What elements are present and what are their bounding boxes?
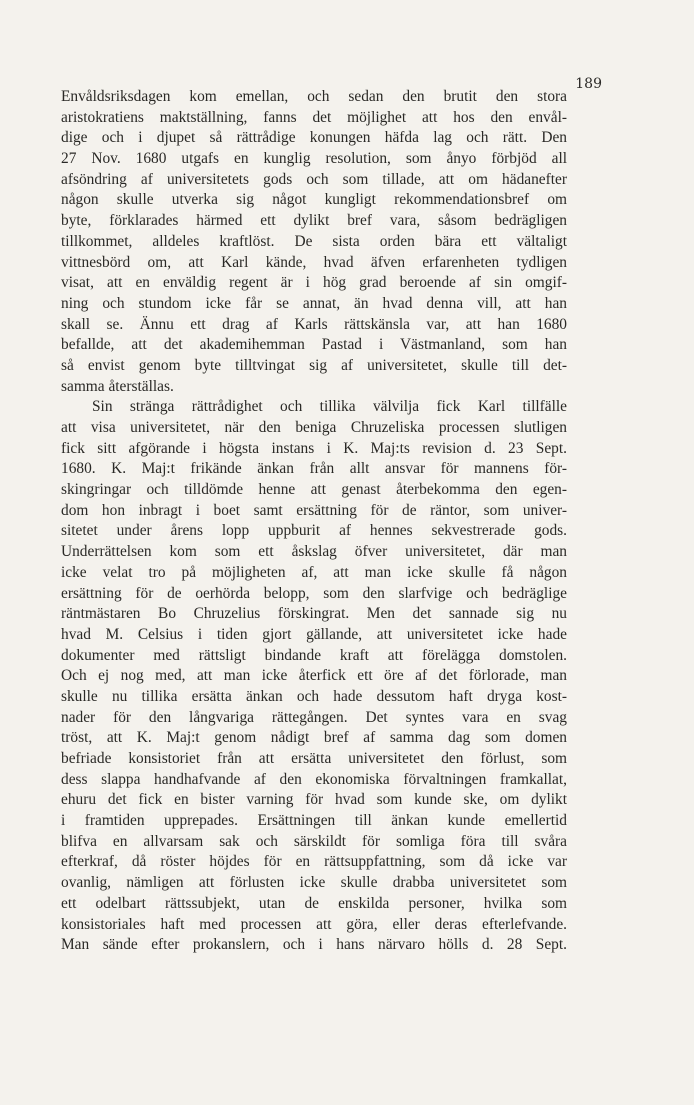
text-line: dige och i djupet så rättrådige konungen häfda lag och rätt. Den	[61, 129, 567, 147]
text-line: vittnesbörd om, att Karl kände, hvad äfven erfarenheten tydligen	[61, 253, 567, 271]
text-line: Underrättelsen kom som ett åskslag öfver universitetet, där man	[61, 543, 567, 561]
text-line: fick sitt afgörande i högsta instans i K. Maj:ts revision d. 23 Sept.	[61, 439, 567, 457]
text-line: Man sände efter prokanslern, och i hans närvaro hölls d. 28 Sept.	[61, 936, 567, 954]
text-line: ersättning för de oerhörda belopp, som den slarfvige och bedräglige	[61, 584, 567, 602]
text-line: sitetet under årens lopp uppburit af hennes sekvestrerade gods.	[61, 522, 567, 540]
text-line: räntmästaren Bo Chruzelius förskingrat. Men det sannade sig nu	[61, 605, 567, 623]
text-line: befallde, att det akademihemman Pastad i Västmanland, som han	[61, 336, 567, 354]
text-line: befriade konsistoriet från att ersätta universitetet den förlust, som	[61, 750, 567, 767]
text-line: så envist genom byte tilltvingat sig af universitetet, skulle till det-	[61, 356, 567, 374]
text-line: efterkraf, då röster höjdes för en rättsuppfattning, som då icke var	[61, 853, 567, 871]
text-line: dom hon inbragt i boet samt ersättning för de räntor, som univer-	[61, 501, 567, 519]
text-line: ehuru det fick en bister varning för hvad som kunde ske, om dylikt	[61, 791, 567, 809]
text-line: att visa universitetet, när den beniga Chruzeliska processen slutligen	[61, 419, 567, 436]
text-line: tröst, att K. Maj:t genom nådigt bref af samma dag som domen	[61, 729, 567, 747]
text-line: Sin stränga rättrådighet och tillika välvilja fick Karl tillfälle	[92, 398, 567, 416]
text-line: i framtiden upprepades. Ersättningen till änkan kunde emellertid	[61, 812, 567, 830]
text-line: ovanlig, nämligen att förlusten icke skulle drabba universitetet som	[61, 874, 567, 892]
text-line: visat, att en enväldig regent är i hög grad beroende af sin omgif-	[61, 274, 567, 292]
text-line: någon skulle utverka sig något kungligt rekommendationsbref om	[61, 191, 567, 209]
text-line: skulle nu tillika ersätta änkan och hade dessutom haft dryga kost-	[61, 687, 567, 705]
text-line: dokumenter med rättsligt bindande kraft att förelägga domstolen.	[61, 646, 567, 664]
text-line: afsöndring af universitetets gods och som tillade, att om hädanefter	[61, 170, 567, 188]
text-line: tillkommet, alldeles kraftlöst. De sista orden bära ett vältaligt	[61, 232, 567, 250]
text-line: aristokratiens maktställning, fanns det möjlighet att hos den envål-	[61, 108, 567, 126]
text-line: hvad M. Celsius i tiden gjort gällande, att universitetet icke hade	[61, 625, 567, 643]
text-line: ett odelbart rättssubjekt, utan de enskilda personer, hvilka som	[61, 894, 567, 912]
text-line: icke velat tro på möjligheten af, att man icke skulle få någon	[61, 563, 567, 581]
text-line: nader för den långvariga rättegången. Det syntes vara en svag	[61, 708, 567, 726]
text-line: skall se. Ännu ett drag af Karls rättskänsla var, att han 1680	[61, 315, 567, 333]
text-line: Och ej nog med, att man icke återfick ett öre af det förlorade, man	[61, 667, 567, 685]
text-line: dess slappa handhafvande af den ekonomiska förvaltningen framkallat,	[61, 770, 567, 788]
text-line: 27 Nov. 1680 utgafs en kunglig resolution, som ånyo förbjöd all	[61, 150, 567, 168]
text-line: blifva en allvarsam sak och särskildt för somliga föra till svåra	[61, 832, 567, 850]
text-line: Envåldsriksdagen kom emellan, och sedan den brutit den stora	[61, 88, 567, 105]
text-line: samma återställas.	[61, 377, 174, 395]
page-number: 189	[575, 76, 602, 92]
text-line: 1680. K. Maj:t frikände änkan från allt ansvar för mannens för-	[61, 460, 567, 478]
body-text	[61, 87, 567, 956]
text-line: byte, förklarades härmed ett dylikt bref vara, såsom bedrägligen	[61, 212, 567, 230]
text-line: ning och stundom icke får se annat, än hvad denna vill, att han	[61, 294, 567, 312]
text-line: konsistoriales haft med processen att göra, eller deras efterlefvande.	[61, 915, 567, 933]
text-line: skingringar och tilldömde henne att genast återbekomma den egen-	[61, 481, 567, 499]
